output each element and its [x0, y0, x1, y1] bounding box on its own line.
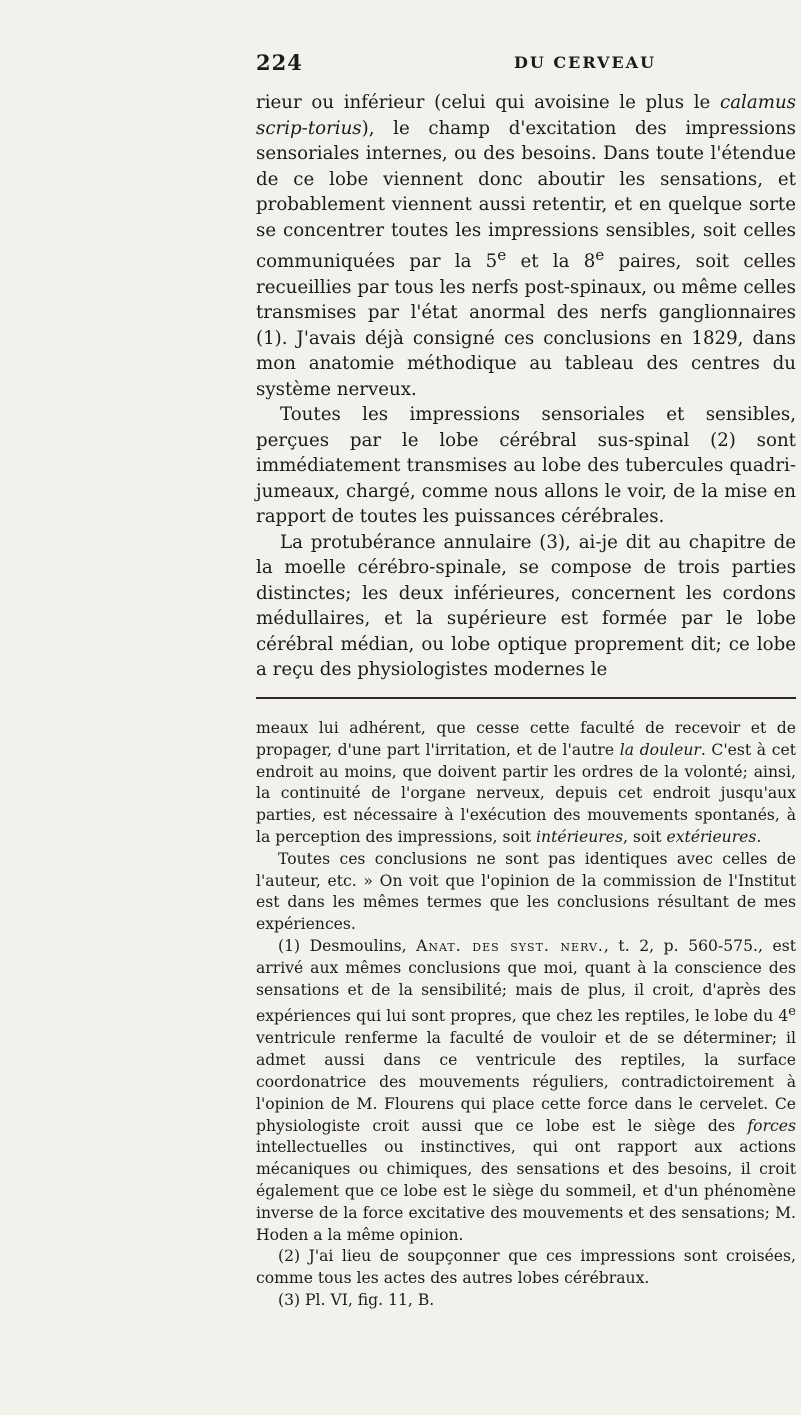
- text-run: intellectuelles ou instinctives, qui ont rapport aux actions mécaniques ou chimiques, des sensations et des besoins, il croit également que ce lobe est le siège du sommeil, et d'un phénomène inverse de la force excitative des mouvements et des sensations; M. Hoden a la même opinion.: [256, 1138, 796, 1244]
- paragraph-3: La protubérance annulaire (3), ai-je dit au chapitre de la moelle cérébro-spinale, se compose de trois parties distinctes; les deux inférieures, concernent les cordons médullaires, et la supérieure est formée par le lobe cérébral médian, ou lobe optique proprement dit; ce lobe a reçu des physiologistes modernes le: [256, 531, 796, 681]
- footnote-1: [256, 936, 796, 1246]
- text-run: .: [756, 827, 762, 846]
- text-run: , t. 2, p. 560-575., est arrivé aux mêmes conclusions que moi, quant à la conscience des sensations et de la sensibilité; mais de plus, il croit, d'après des expériences qui lui sont propres, que chez les reptiles, le lobe du 4: [256, 936, 796, 1026]
- text-run: . C'est à cet endroit au moins, que doivent partir les ordres de la volonté; ainsi, la continuité de l'organe nerveux, depuis cet endroit jusqu'aux parties, est nécessaire à l'exécution des mouvements spontanés, à la perception des impressions, soit: [256, 740, 796, 846]
- footnote-3: (3) Pl. VI, fig. 11, B.: [278, 1290, 435, 1309]
- italic-term: forces: [747, 1116, 796, 1135]
- text-run: (1) Desmoulins,: [278, 936, 417, 955]
- page-header: [256, 50, 796, 80]
- text-run: meaux lui adhérent, que cesse cette faculté de recevoir et de propager, d'une part l'irritation, et de l'autre: [256, 719, 796, 759]
- small-caps-title: Anat. des syst. nerv.: [416, 936, 604, 955]
- running-title: DU CERVEAU: [514, 53, 657, 72]
- superscript: e: [595, 246, 605, 264]
- italic-term: calamus scrip-torius: [256, 92, 796, 139]
- footnote-divider: [256, 697, 796, 699]
- superscript: e: [788, 1004, 796, 1020]
- paragraph-2: Toutes les impressions sensoriales et sensibles, perçues par le lobe cérébral sus-spinal (2) sont immédiatement transmises au lobe des tubercules quadri-jumeaux, chargé, comme nous allons le voir, de la mise en rapport de toutes les puissances cérébrales.: [256, 404, 796, 528]
- footnote-2: (2) J'ai lieu de soupçonner que ces impressions sont croisées, comme tous les actes des autres lobes cérébraux.: [256, 1247, 796, 1288]
- footnote-paragraph: Toutes ces conclusions ne sont pas identiques avec celles de l'auteur, etc. » On voit que l'opinion de la commission de l'Institut est dans les mêmes termes que les conclusions résultant de mes expériences.: [256, 849, 796, 934]
- italic-term: extérieures: [666, 827, 757, 846]
- text-run: et la 8: [506, 251, 596, 273]
- footnotes: [256, 718, 796, 1312]
- footnote-continuation: [256, 718, 796, 849]
- text-run: ), le champ d'excitation des impressions sensoriales internes, ou des besoins. Dans toute l'étendue de ce lobe viennent donc aboutir les sensations, et probablement viennent aussi retentir, et en quelque sorte se concentrer toutes les impressions sensibles, soit celles communiquées par la 5: [256, 117, 796, 273]
- text-run: rieur ou inférieur (celui qui avoisine le plus le: [256, 92, 721, 113]
- main-text: [256, 90, 796, 683]
- page-number: 224: [256, 50, 303, 75]
- superscript: e: [497, 246, 507, 264]
- text-run: paires, soit celles recueillies par tous les nerfs post-spinaux, ou même celles transmises par l'état anormal des nerfs ganglionnaires (1). J'avais déjà consigné ces conclusions en 1829, dans mon anatomie méthodique au tableau des centres du système nerveux.: [256, 251, 796, 400]
- paragraph-1: [256, 90, 796, 402]
- text-run: ventricule renferme la faculté de vouloir et de se déterminer; il admet aussi dans ce ventricule des reptiles, la surface coordonatrice des mouvements réguliers, contradictoirement à l'opinion de M. Flourens qui place cette force dans le cervelet. Ce physiologiste croit aussi que ce lobe est le siège des: [256, 1029, 796, 1135]
- italic-term: la douleur: [619, 740, 701, 759]
- text-run: , soit: [622, 827, 667, 846]
- italic-term: intérieures: [536, 827, 623, 846]
